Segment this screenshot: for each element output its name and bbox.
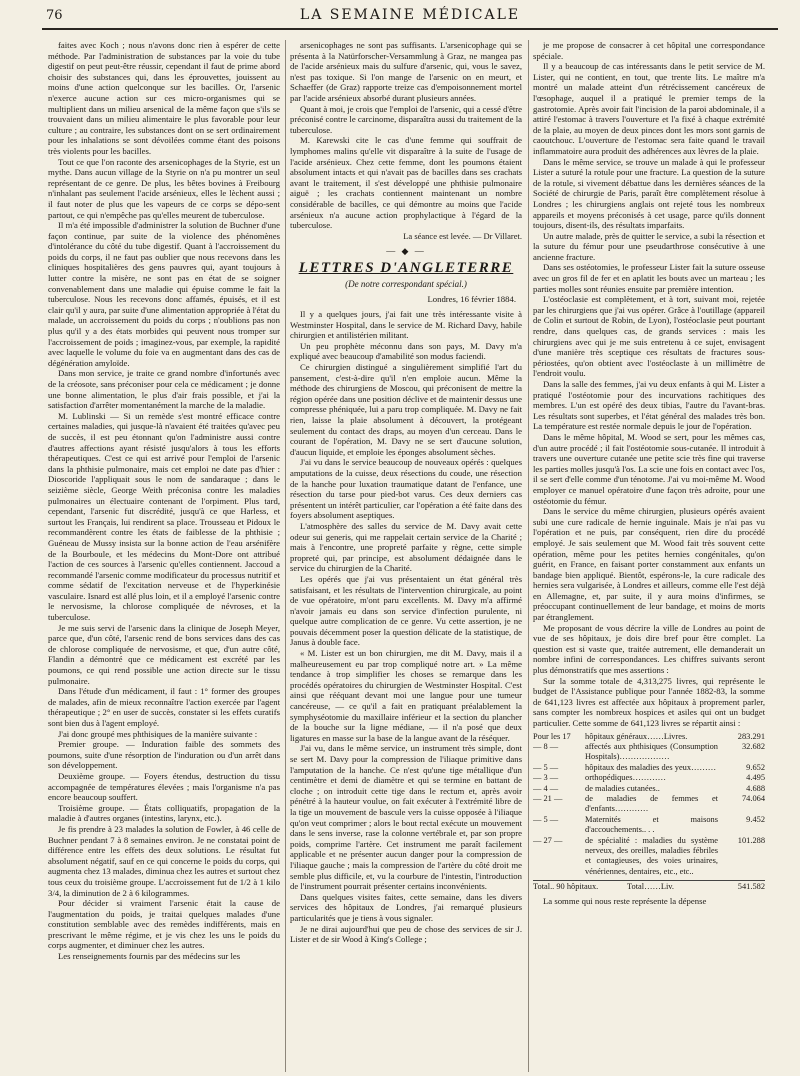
row-value: 4.495 [746,773,765,783]
paragraph: Tout ce que l'on raconte des arsenicophages de la Styrie, est un mythe. Dans aucun village de la Styrie on n'a pu montrer un seul représentant de ce genre. De plus, les bêtes bovines à Freibourg n'inhalant pas seulement l'acide arsénieux, elles le lèchent aussi ; il faut noter de plus que les vapeurs de ce corps se dépo-sent partout, ce qui n'empêche pas qu'elles meurent de tuberculose. [48,156,280,220]
row-count: — 3 — [533,773,559,783]
row-value: 9.452 [746,814,765,824]
row-description: affectés aux phthisiques (Consumption Hospitals)……………… [585,742,718,762]
row-count: — 21 — [533,794,563,804]
column-2 [290,40,522,1070]
paragraph: L'ostéoclasie est complètement, et à tort, suivant moi, rejetée par les chirurgiens que j'ai vus opérer. Grâce à l'outillage (appareil de Colin et surtout de Robin, de Lyon), l'ostéoclasie peut pourtant rendre, dans quelques cas, de grands services : mais les chirurgiens avec qui je me suis entretenu à ce sujet, envisagent d'une manière très sceptique ces résultats de fractures sous-périostées, qu'on obtient avec l'ostéoclaste à un millimètre de l'endroit voulu. [533,294,765,379]
row-value: 101.288 [737,835,765,845]
session-closing: La séance est levée. — Dr Villaret. [403,230,522,241]
row-description: de spécialité : maladies du système nerveux, des oreilles, maladies fébriles et contagieuses, des voies urinaires, vénériennes, dentaires, etc., etc.. [585,835,718,876]
column-divider [528,40,529,1072]
paragraph: Deuxième groupe. — Foyers étendus, destruction du tissu accompagnée de températures élevées ; mais l'organisme n'a pas encore beaucoup souffert. [48,770,280,803]
row-description: de maladies cutanées.. [585,783,660,793]
table-total-row [533,880,765,892]
row-value: 4.688 [746,783,765,793]
total-value: 541.582 [737,882,765,892]
paragraph: Premier groupe. — Induration faible des sommets des poumons, suite d'une résorption de l'induration ou d'un arrêt dans son développement. [48,739,280,771]
paragraph: arsenicophages ne sont pas suffisants. L'arsenicophage qui se présenta à la Natürforscher-Versammlung à Graz, ne mangea pas de l'acide arsénieux mais du sulfure d'arsenic, qui, vous le savez, n'est pas toxique. Si l'on mange de l'arsenic on en meurt, et Schaeffer (de Graz) rapporte treize cas d'empoisonnement mortel par l'acide arsénieux absorbé durant plusieurs années. [290,40,522,103]
paragraph: J'ai donc groupé mes phthisiques de la manière suivante : [58,728,258,739]
separator: — ◆ — [386,246,426,257]
paragraph: faites avec Koch ; nous n'avons donc rien à espérer de cette méthode. Par l'administration de substances par la voie du tube digestif on peut peut-être réussir, cependant il faut de prime abord choisir des substances qui, dans les éprouvettes, jouissent au moins d'une action quelconque sur les bacilles. Or, l'arsenic n'exerce aucune action sur ces micro-organismes qui se multiplient dans un milieu arsenical de la même façon que s'ils se trouvaient dans un milieu alimentaire le plus favorable pour leur culture ; au contraire, les substances dont on se sert ordinairement pour les inhalations se sont dévoilées comme étant des poisons très violents pour les bacilles. [48,40,280,156]
row-value: 9.652 [746,762,765,772]
paragraph: J'ai vu, dans le même service, un instrument très simple, dont se sert M. Davy pour la compression de l'iliaque primitive dans l'amputation de la hanche. Ce n'est qu'une tige métallique d'un centimètre et demi de diamètre et qui se termine en battant de cloche ; on introduit cette tige dans le rectum et, après avoir pénétré à la hauteur voulue, on fait exécuter à l'extrémité libre de la tige un mouvement de bascule vers la cuisse opposée à l'iliaque qu'on veut comprimer ; alors le bout rectal exécute un mouvement dans le sens inverse, rase la colonne vertébrale et, par son propre poids, comprime l'artère. Cet instrument me paraît facilement applicable et ne présenter aucun danger pour la compression de l'iliaque gauche ; mais la compression de l'artère du côté droit me semble plus difficile, et, vu la courbure de l'intestin, l'introduction de l'instrument pourrait présenter certains inconvénients. [290,743,522,892]
row-count: Pour les 17 [533,731,571,741]
paragraph: Je me suis servi de l'arsenic dans la clinique de Joseph Meyer, parce que, d'un côté, l'arsenic rend de bons services dans des cas de chlorose compliquée de nervosisme, et que, d'un autre côté, Flandin a démontré que ce médicament est excrété par les poumons, ce qui rend possible une action directe sur le tissu pulmonaire. [48,622,280,686]
row-value: 32.682 [741,742,765,751]
paragraph: M. Karewski cite le cas d'une femme qui souffrait de lymphomes malins qu'elle vit disparaître à la suite de l'usage de l'acide arsénieux. Chez cette femme, dont les poumons étaient absolument intacts et qui n'avait pas de bacilles dans ses crachats avant le traitement, il s'est développé une phthisie pulmonaire aiguë ; les crachats contiennent maintenant un nombre considérable de bacilles, ce qui démontre au moins que l'acide arsénieux n'a aucune action prophylactique à l'égard de la tuberculose. [290,135,522,231]
paragraph: Il y a beaucoup de cas intéressants dans le petit service de M. Lister, qui ne contient, en tout, que trente lits. Le maître m'a montré un malade atteint d'un rétrécissement cancéreux de l'œsophage, auquel il a pratiqué le premier temps de la gastrotomie. Après avoir fait l'incision de la paroi abdominale, il a attiré l'estomac à travers l'ouverture et l'a fixé à chaque extrémité de la plaie, au moyen de deux pinces dont les mors sont garnis de caoutchouc. L'ouverture de l'estomac sera faite quand le travail inflammatoire aura produit des adhérences aux lèvres de la plaie. [533,61,765,156]
paragraph: Troisième groupe. — États colliquatifs, propagation de la maladie à d'autres organes (intestins, larynx, etc.). [48,802,280,824]
column-3 [533,40,765,1070]
row-description: Maternités et maisons d'accouchements.. . . [585,814,718,835]
paragraph: « M. Lister est un bon chirurgien, me dit M. Davy, mais il a malheureusement eu par trop compliqué notre art. » La même tendance à trop simplifier les choses se remarque dans les procédés opératoires du chirurgien de Westminster Hospital. C'est ainsi que rééquant devant moi une langue pour une tumeur cancéreuse, — ce qu'il a fait en pratiquant préalablement la symphyséotomie du maxillaire inférieur et la section du plancher de la bouche sur la ligne médiane, — il n'a posé que deux ligatures en masse sur la base de la langue avant de la réséquer. [290,648,522,743]
table-row [533,732,765,742]
paragraph: Ce chirurgien distingué a singulièrement simplifié l'art du pansement, c'est-à-dire qu'il n'en emploie aucun. Même la méthode des chirurgiens de Moscou, qui préconisent de mettre la région opérée dans une position déclive et de maintenir dessus une compresse phéniquée, lui a paru trop compliquée. M. Davy ne fait rien, laisse la plaie absolument à découvert, la protégeant seulement du contact des draps, au moyen d'un cerceau. Dans le courant de l'opération, M. Davy ne se sert d'aucune solution, d'aucun liquide, et emploie les éponges absolument sèches. [290,362,522,457]
row-count: — 5 — [533,814,559,824]
table-row [533,742,765,763]
row-count: — 5 — [533,762,559,772]
paragraph: Il y a quelques jours, j'ai fait une très intéressante visite à Westminster Hospital, dans le service de M. Richard Davy, habile chirurgien et antilistérien militant. [290,309,522,341]
paragraph: Je ne dirai aujourd'hui que peu de chose des services de sir J. Lister et de sir Wood à King's College ; [290,923,522,945]
paragraph: Dans la salle des femmes, j'ai vu deux enfants à qui M. Lister a pratiqué l'ostéotomie pour des incurvations rachitiques des membres. L'un est opéré des deux tibias, l'autre du l'avant-bras. Les résultats sont superbes, et l'état général des malades très bon. La température est restée normale depuis le jour de l'opération. [533,379,765,432]
paragraph: Un peu prophète méconnu dans son pays, M. Davy m'a expliqué avec beaucoup d'amabilité son modus faciendi. [290,340,522,362]
row-description: orthopédiques………… [585,773,666,783]
paragraph: La somme qui nous reste représente la dépense [543,895,707,906]
paragraph: Pour décider si vraiment l'arsenic était la cause de l'augmentation du poids, je traitai quelques malades d'une constitution semblable avec des remèdes indifférents, mais en prescrivant le même régime, et je vis chez les uns le poids du corps augmenter, et diminuer chez les autres. [48,898,280,951]
paragraph: Quant à moi, je crois que l'emploi de l'arsenic, qui a cessé d'être préconisé contre le carcinome, disparaîtra aussi du traitement de la tuberculose. [290,103,522,135]
paragraph: Dans mon service, je traite ce grand nombre d'infortunés avec de la créosote, sans préconiser pour cela ce médicament ; je donne une bonne alimentation, le plus d'air frais possible, et j'ai la satisfaction d'arrêter momentanément la marche de la maladie. [48,368,280,411]
paragraph: Me proposant de vous décrire la ville de Londres au point de vue de ses hôpitaux, je dois dire bref pour être complet. La question est si vaste que, traitée autrement, elle demanderait un nombre infini de correspondances. Les chiffres suivants seront plus démonstratifs que mes assertions : [533,622,765,676]
table-row [533,815,765,836]
paragraph: Je fis prendre à 23 malades la solution de Fowler, à 46 celle de Buchner pendant 7 à 8 semaines environ. Je ne constatai point de différence entre les effets des deux solutions. Le résultat fut absolument négatif, sauf en ce qui concerne le poids du corps, qui augmenta chez 13 malades, diminua chez les autres et surtout chez tous ceux du troisième groupe. L'accroissement fut de 1/2 à 1 kilo 3/4, la diminution de 2 à 6 kilogrammes. [48,823,280,898]
row-count: — 4 — [533,783,559,793]
row-description: hôpitaux des maladies des yeux……… [585,762,717,772]
row-description: hôpitaux généraux……Livres. [585,731,688,741]
paragraph: Il m'a été impossible d'administrer la solution de Buchner d'une façon continue, par suite de la violence des phénomènes d'intolérance du côté du tube digestif. Quant à l'accroissement du poids du corps, il ne faut pas oublier que nous recevons dans les cliniques hospitalières des gens pauvres qui, ayant toujours à lutter contre la misère, ne sont pas en état de se soigner convenablement dans une maladie qui épuise comme le fait la tuberculose. Nous les recevons donc affamés, épuisés, et il est clair qu'il y aura, par suite d'une alimentation appropriée à l'état du malade, un accroissement du poids du corps ; n'oublions pas non plus qu'il y a des états morbides qui peuvent nous tromper sur l'accroissement de poids ; imaginez-vous, par exemple, la rapidité avec laquelle le volume du foie va en augmentant dans des cas de dégénération amyloïde. [48,220,280,368]
hospital-budget-table [533,732,765,893]
paragraph: J'ai vu dans le service beaucoup de nouveaux opérés : quelques amputations de la cuisse, deux résections du coude, une résection de la hanche pour luxation traumatique datant de l'enfance, une résection du tarse pour pied-bot varus. Ces deux derniers cas présentent un intérêt particulier, car l'opération a été faite dans des foyers absolument aseptiques. [290,457,522,521]
paragraph: Les renseignements fournis par des médecins sur les [58,951,241,962]
total-label: Total.. 90 hôpitaux. [533,882,599,892]
page-header [42,6,778,30]
page-number: 76 [46,8,63,23]
paragraph: Sur la somme totale de 4,313,275 livres, qui représente le budget de l'Assistance publique pour l'année 1882-83, la somme de 641,123 livres est affectée aux hôpitaux à proprement parler, sans compter les nombreux hospices et asiles qui ont un budget particulier. Cette somme de 641,123 livres se répartit ainsi : [533,675,765,728]
dateline: Londres, 16 février 1884. [427,294,516,305]
paragraph: M. Lublinski — Si un remède s'est montré efficace contre certaines maladies, qui jusque-là n'avaient été traitées qu'avec peu de succès, il est peu étonnant qu'on l'administre aussi contre d'autres affections ayant résisté jusqu'alors à tous les efforts thérapeutiques. C'est ce qui est arrivé pour l'emploi de l'arsenic dans la phthisie pulmonaire, mais cet emploi ne date pas d'hier : Dioscoride l'appliquait sous le nom de sandaraque ; dans le seizième siècle, George Weith préconisa contre les maladies pulmonaires un électuaire contenant de l'orpiment. Plus tard, cependant, l'arsenic fut discrédité, jusqu'à ce que Harless, et surtout les Français, lui rendirent sa place. Trousseau et Pidoux le recommandèrent contre les états de faiblesse de la phthisie ; Guéneau de Mussy insista sur la bonne action de l'eau arsénifère de la Bourboule, et les médecins du Mont-Dore ont attribué l'action de ces sources à l'arsenic qu'elles contiennent. Jaccoud a recommandé l'arsenic comme modificateur du processus nutritif et comme sédatif de l'excitation nerveuse et de l'hyperkinésie vasculaire. Isnard est allé plus loin, et il a employé l'arsenic contre le nervosisme, la chlorose compliquée de névroses, et la tuberculose. [48,410,280,623]
section-subtitle: (De notre correspondant spécial.) [345,278,467,289]
table-row [533,763,765,773]
paragraph: je me propose de consacrer à cet hôpital une correspondance spéciale. [533,40,765,61]
table-row [533,836,765,878]
paragraph: Un autre malade, près de quitter le service, a subi la résection et la suture du fémur pour une pseudarthrose consécutive à une ancienne fracture. [533,230,765,262]
row-value: 74.064 [741,794,765,804]
row-count: — 8 — [533,742,559,751]
paragraph: Dans le même service, se trouve un malade à qui le professeur Lister a suturé la rotule pour une fracture. La question de la suture de la rotule, si vivement débattue dans les dernières séances de la Société de chirurgie de Paris, paraît être complètement résolue à Londres ; les chirurgiens anglais ont rejeté tous les nombreux appareils et moyens préconisés à cet usage, parce qu'ils donnent toujours, disent-ils, des résultats imparfaits. [533,156,765,231]
paragraph: Dans le service du même chirurgien, plusieurs opérés avaient subi une cure radicale de hernie inguinale. Mais je n'ai pas vu l'opération et ne puis, par conséquent, rien dire du procédé employé. Je sais seulement que M. Wood fait très souvent cette opération, même pour les petites hernies congénitales, qu'on guérit, en France, en faisant porter constamment aux enfants un bandage bien appliqué. Bientôt, espérons-le, la cure radicale des hernies sera vulgarisée, à Londres et ailleurs, comme elle l'est déjà en Allemagne, et, par suite, il y aura moins d'infirmes, se préoccupant continuellement de leur bandage, et moins de morts par étranglement. [533,506,765,623]
paragraph: Dans ses ostéotomies, le professeur Lister fait la suture osseuse avec un gros fil de fer et en aplatit les bouts avec un marteau ; les parties molles sont réunies ensuite par première intention. [533,262,765,294]
paragraph: L'atmosphère des salles du service de M. Davy avait cette odeur sui generis, qui me rappelait certain service de la Charité ; mais à l'encontre, une propreté parfaite y règne, cette simple propreté qui, par principe, est absolument dédaignée dans le service du chirurgien de la Charité. [290,520,522,574]
paragraph: Les opérés que j'ai vus présentaient un état général très satisfaisant, et les résultats de l'intervention chirurgicale, au point de vue opératoire, m'ont paru excellents. M. Davy m'a affirmé n'avoir jamais eu dans son service d'infection purulente, ni quelque autre complication de ce genre. Vu cette assertion, je ne pouvais décemment poser la question délicate de la statistique, de Janus à double face. [290,573,522,648]
section-title: LETTRES D'ANGLETERRE [298,259,514,276]
table-row [533,773,765,783]
journal-title: LA SEMAINE MÉDICALE [299,7,521,23]
table-row [533,784,765,794]
total-count: Total……Liv. [627,882,675,892]
column-divider [285,40,286,1072]
column-1 [48,40,280,1070]
paragraph: Dans le même hôpital, M. Wood se sert, pour les mêmes cas, d'un autre procédé ; il fait l'ostéotomie sous-cutanée. Il introduit à travers une ouverture cutanée une petite scie très fine qui traverse les parties molles jusqu'à l'os. La scie une fois en contact avec l'os, il se sert d'elle comme d'un ténotome. J'ai vu moi-même M. Wood employer ce manuel opératoire d'une façon très adroite, pour une ostéotomie du fémur. [533,431,765,506]
row-value: 283.291 [737,731,765,741]
table-row [533,794,765,815]
paragraph: Dans l'étude d'un médicament, il faut : 1° former des groupes de malades, afin de mieux reconnaître l'action exercée par l'agent thérapeutique ; 2° en user de succès, constater si les effets curatifs sont bien dus à l'agent employé. [48,686,280,728]
paragraph: Dans quelques visites faites, cette semaine, dans les divers services des hôpitaux de Londres, j'ai remarqué plusieurs particularités que je tiens à vous signaler. [290,891,522,923]
row-count: — 27 — [533,835,563,845]
row-description: de maladies de femmes et d'enfants………… [585,794,718,814]
